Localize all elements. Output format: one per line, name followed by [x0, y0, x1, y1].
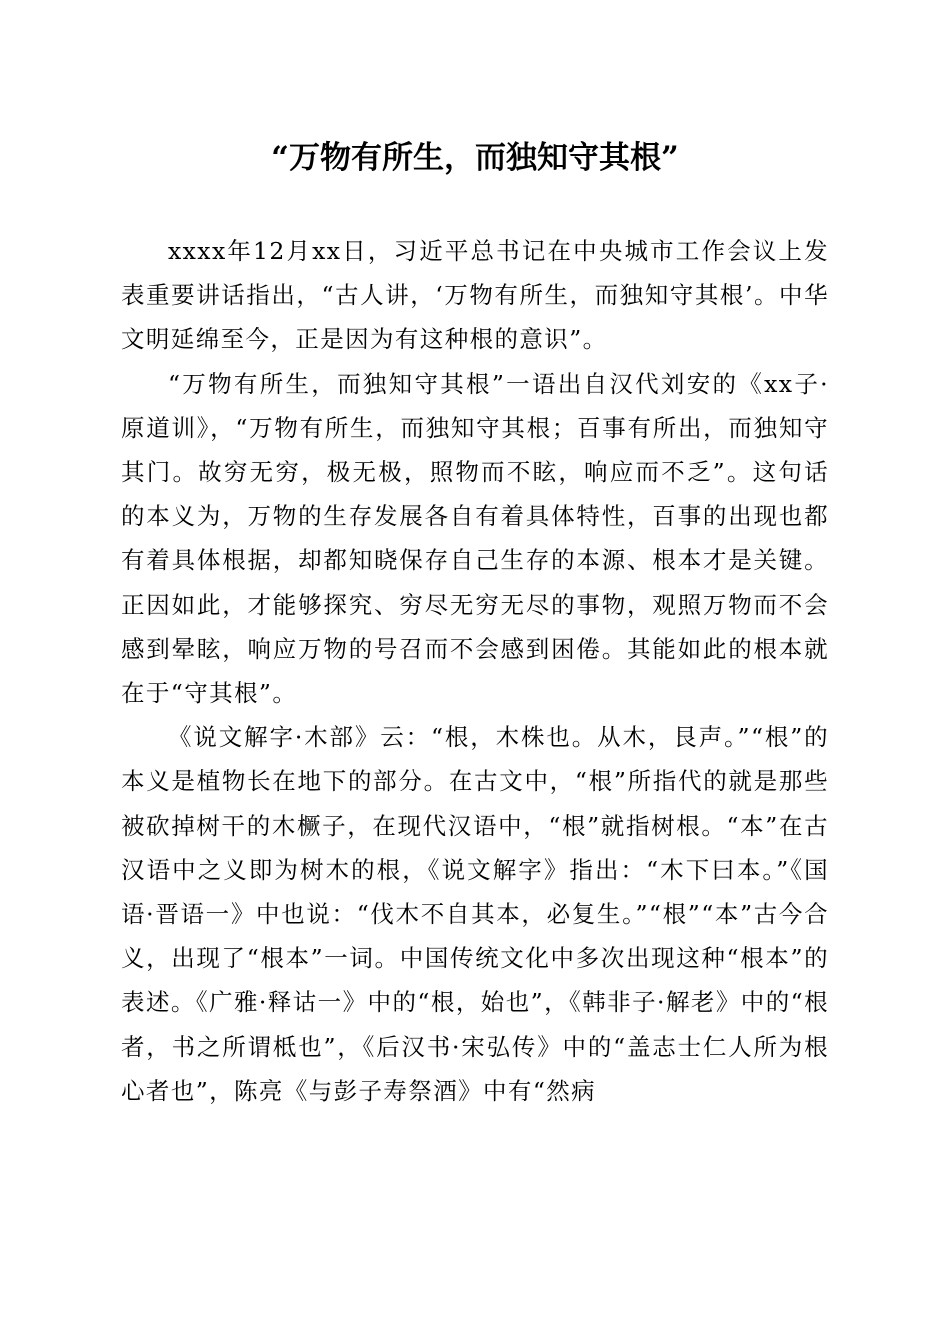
paragraph-3: 《说文解字·木部》云：“根，木株也。从木，艮声。”“根”的本义是植物长在地下的部分。在古文中，“根”所指代的就是那些被砍掉树干的木橛子，在现代汉语中，“根”就指树根。“本”在古汉语中之义即为树木的根，《说文解字》指出：“木下曰本。”《国语·晋语一》中也说：“伐木不自其本，必复生。”“根”“本”古今合义，出现了“根本”一词。中国传统文化中多次出现这种“根本”的表述。《广雅·释诂一》中的“根，始也”，《韩非子·解老》中的“根者，书之所谓柢也”，《后汉书·宋弘传》中的“盖志士仁人所为根心者也”，陈亮《与彭子寿祭酒》中有“然病 — [121, 723, 829, 1105]
paragraph-2: “万物有所生，而独知守其根”一语出自汉代刘安的《xx子·原道训》，“万物有所生，而独知守其根；百事有所出，而独知守其门。故穷无穷，极无极，照物而不眩，响应而不乏”。这句话的本义为，万物的生存发展各自有着具体特性，百事的出现也都有着具体根据，却都知晓保存自己生存的本源、根本才是关键。正因如此，才能够探究、穷尽无穷无尽的事物，观照万物而不会感到晕眩，响应万物的号召而不会感到困倦。其能如此的根本就在于“守其根”。 — [121, 369, 829, 708]
document-title: “万物有所生，而独知守其根” — [271, 140, 679, 176]
document-body — [121, 229, 829, 1113]
paragraph-1: xxxx年12月xx日，习近平总书记在中央城市工作会议上发表重要讲话指出，“古人讲，‘万物有所生，而独知守其根’。中华文明延绵至今，正是因为有这种根的意识”。 — [121, 237, 829, 354]
